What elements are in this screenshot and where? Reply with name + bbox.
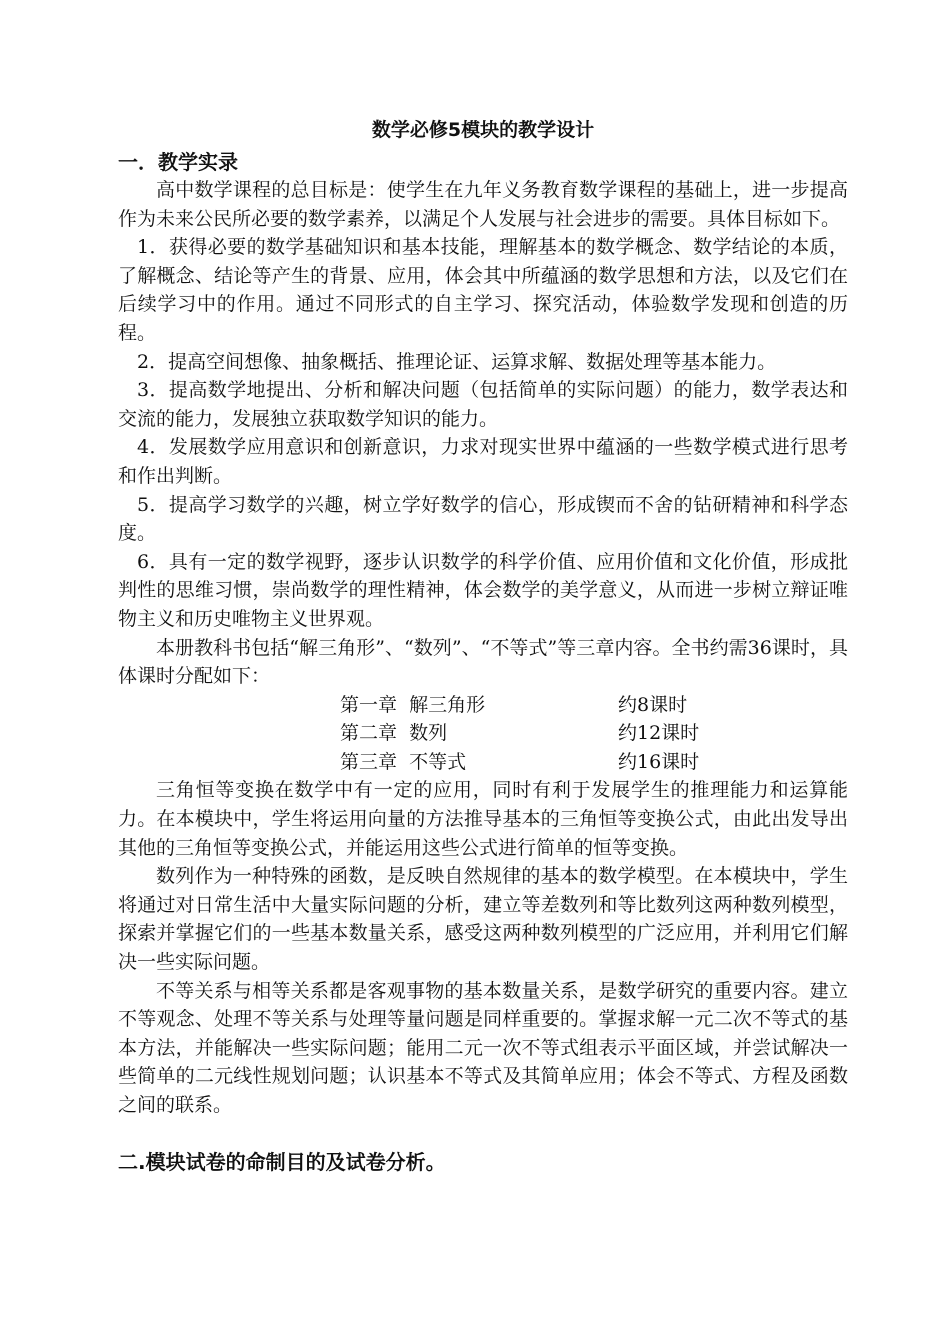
allocation-chapter: 第二章 数列	[340, 722, 448, 745]
allocation-chapter: 第三章 不等式	[340, 750, 467, 773]
body-paragraph-trig: 三角恒等变换在数学中有一定的应用，同时有利于发展学生的推理能力和运算能力。在本模块中，学生将运用向量的方法推导基本的三角恒等变换公式，由此出发导出其他的三角恒等变换公式，并能运用这些公式进行简单的恒等变换。	[118, 779, 848, 859]
body-paragraph-sequence: 数列作为一种特殊的函数，是反映自然规律的基本的数学模型。在本模块中，学生将通过对日常生活中大量实际问题的分析，建立等差数列和等比数列这两种数列模型，探索并掌握它们的一些基本数量关系，感受这两种数列模型的广泛应用，并利用它们解决一些实际问题。	[118, 865, 848, 974]
goal-item-2: 2．提高空间想像、抽象概括、推理论证、运算求解、数据处理等基本能力。	[137, 350, 777, 373]
allocation-row	[118, 719, 848, 748]
document-page	[118, 112, 848, 1176]
document-title: 数学必修5模块的教学设计	[371, 119, 595, 141]
body-paragraph-inequality: 不等关系与相等关系都是客观事物的基本数量关系，是数学研究的重要内容。建立不等观念、处理不等关系与处理等量问题是同样重要的。掌握求解一元二次不等式的基本方法，并能解决一些实际问题；能用二元一次不等式组表示平面区域，并尝试解决一些简单的二元线性规划问题；认识基本不等式及其简单应用；体会不等式、方程及函数之间的联系。	[118, 979, 848, 1116]
goal-item-4: 4．发展数学应用意识和创新意识，力求对现实世界中蕴涵的一些数学模式进行思考和作出判断。	[118, 436, 848, 487]
allocation-row	[118, 691, 848, 720]
allocation-hours: 约16课时	[618, 750, 700, 773]
section-heading-1: 一．教学实录	[118, 150, 238, 174]
goal-item-1: 1．获得必要的数学基础知识和基本技能，理解基本的数学概念、数学结论的本质，了解概念、结论等产生的背景、应用，体会其中所蕴涵的数学思想和方法，以及它们在后续学习中的作用。通过不同形式的自主学习、探究活动，体验数学发现和创造的历程。	[118, 236, 848, 344]
spacer	[118, 1120, 848, 1148]
allocation-chapter: 第一章 解三角形	[340, 693, 486, 716]
allocation-hours: 约12课时	[618, 722, 700, 745]
allocation-row	[118, 748, 848, 777]
hours-allocation-table	[118, 691, 848, 777]
goal-item-3: 3．提高数学地提出、分析和解决问题（包括简单的实际问题）的能力，数学表达和交流的能力，发展独立获取数学知识的能力。	[118, 379, 848, 430]
allocation-hours: 约8课时	[618, 693, 688, 716]
intro-paragraph: 高中数学课程的总目标是：使学生在九年义务教育数学课程的基础上，进一步提高作为未来公民所必要的数学素养，以满足个人发展与社会进步的需要。具体目标如下。	[118, 179, 848, 230]
section-heading-2: 二.模块试卷的命制目的及试卷分析。	[118, 1149, 446, 1174]
goal-item-6: 6．具有一定的数学视野，逐步认识数学的科学价值、应用价值和文化价值，形成批判性的思维习惯，崇尚数学的理性精神，体会数学的美学意义，从而进一步树立辩证唯物主义和历史唯物主义世界观。	[118, 550, 848, 630]
goal-item-5: 5．提高学习数学的兴趣，树立学好数学的信心，形成锲而不舍的钻研精神和科学态度。	[118, 493, 848, 545]
book-intro-paragraph: 本册教科书包括“解三角形”、“数列”、“不等式”等三章内容。全书约需36课时，具体课时分配如下：	[118, 636, 848, 688]
